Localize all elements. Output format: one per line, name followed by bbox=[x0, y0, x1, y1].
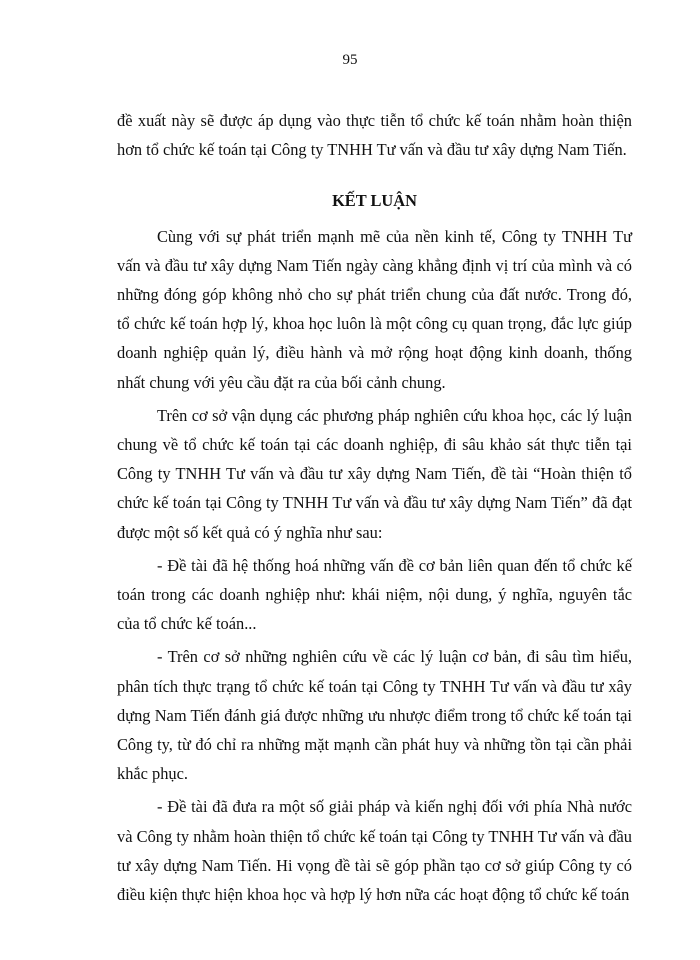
bullet-item-3: - Đề tài đã đưa ra một số giải pháp và kiến nghị đối với phía Nhà nước và Công ty nhằm hoàn thiện tổ chức kế toán tại Công ty TNHH Tư vấn và đầu tư xây dựng Nam Tiến. Hi vọng đề tài sẽ góp phần tạo cơ sở giúp Công ty có điều kiện thực hiện khoa học và hợp lý hơn nữa các hoạt động tổ chức kế toán bbox=[117, 797, 632, 905]
page-content bbox=[117, 106, 632, 909]
bullet-item-1: - Đề tài đã hệ thống hoá những vấn đề cơ bản liên quan đến tổ chức kế toán trong các doanh nghiệp như: khái niệm, nội dung, ý nghĩa, nguyên tắc của tổ chức kế toán... bbox=[117, 555, 632, 634]
bullet-item-2: - Trên cơ sở những nghiên cứu về các lý luận cơ bản, đi sâu tìm hiểu, phân tích thực trạng tổ chức kế toán tại Công ty TNHH Tư vấn và đầu tư xây dựng Nam Tiến đánh giá được những ưu nhược điểm trong tổ chức kế toán tại Công ty, từ đó chỉ ra những mặt mạnh cần phát huy và những tồn tại cần phải khắc phục. bbox=[117, 647, 632, 784]
intro-paragraph: đề xuất này sẽ được áp dụng vào thực tiễn tổ chức kế toán nhằm hoàn thiện hơn tổ chức kế toán tại Công ty TNHH Tư vấn và đầu tư xây dựng Nam Tiến. bbox=[117, 111, 632, 160]
conclusion-paragraph-2: Trên cơ sở vận dụng các phương pháp nghiên cứu khoa học, các lý luận chung về tổ chức kế toán tại các doanh nghiệp, đi sâu khảo sát thực tiễn tại Công ty TNHH Tư vấn và đầu tư xây dựng Nam Tiến, đề tài “Hoàn thiện tổ chức kế toán tại Công ty TNHH Tư vấn và đầu tư xây dựng Nam Tiến” đã đạt được một số kết quả có ý nghĩa như sau: bbox=[117, 405, 632, 542]
page-number: 95 bbox=[342, 52, 358, 68]
conclusion-paragraph-1: Cùng với sự phát triển mạnh mẽ của nền kinh tế, Công ty TNHH Tư vấn và đầu tư xây dựng Nam Tiến ngày càng khẳng định vị trí của mình và có những đóng góp không nhỏ cho sự phát triển chung của đất nước. Trong đó, tổ chức kế toán hợp lý, khoa học luôn là một công cụ quan trọng, đắc lực giúp doanh nghiệp quản lý, điều hành và mở rộng hoạt động kinh doanh, thống nhất chung với yêu cầu đặt ra của bối cảnh chung. bbox=[117, 226, 632, 392]
section-title: KẾT LUẬN bbox=[332, 191, 417, 211]
